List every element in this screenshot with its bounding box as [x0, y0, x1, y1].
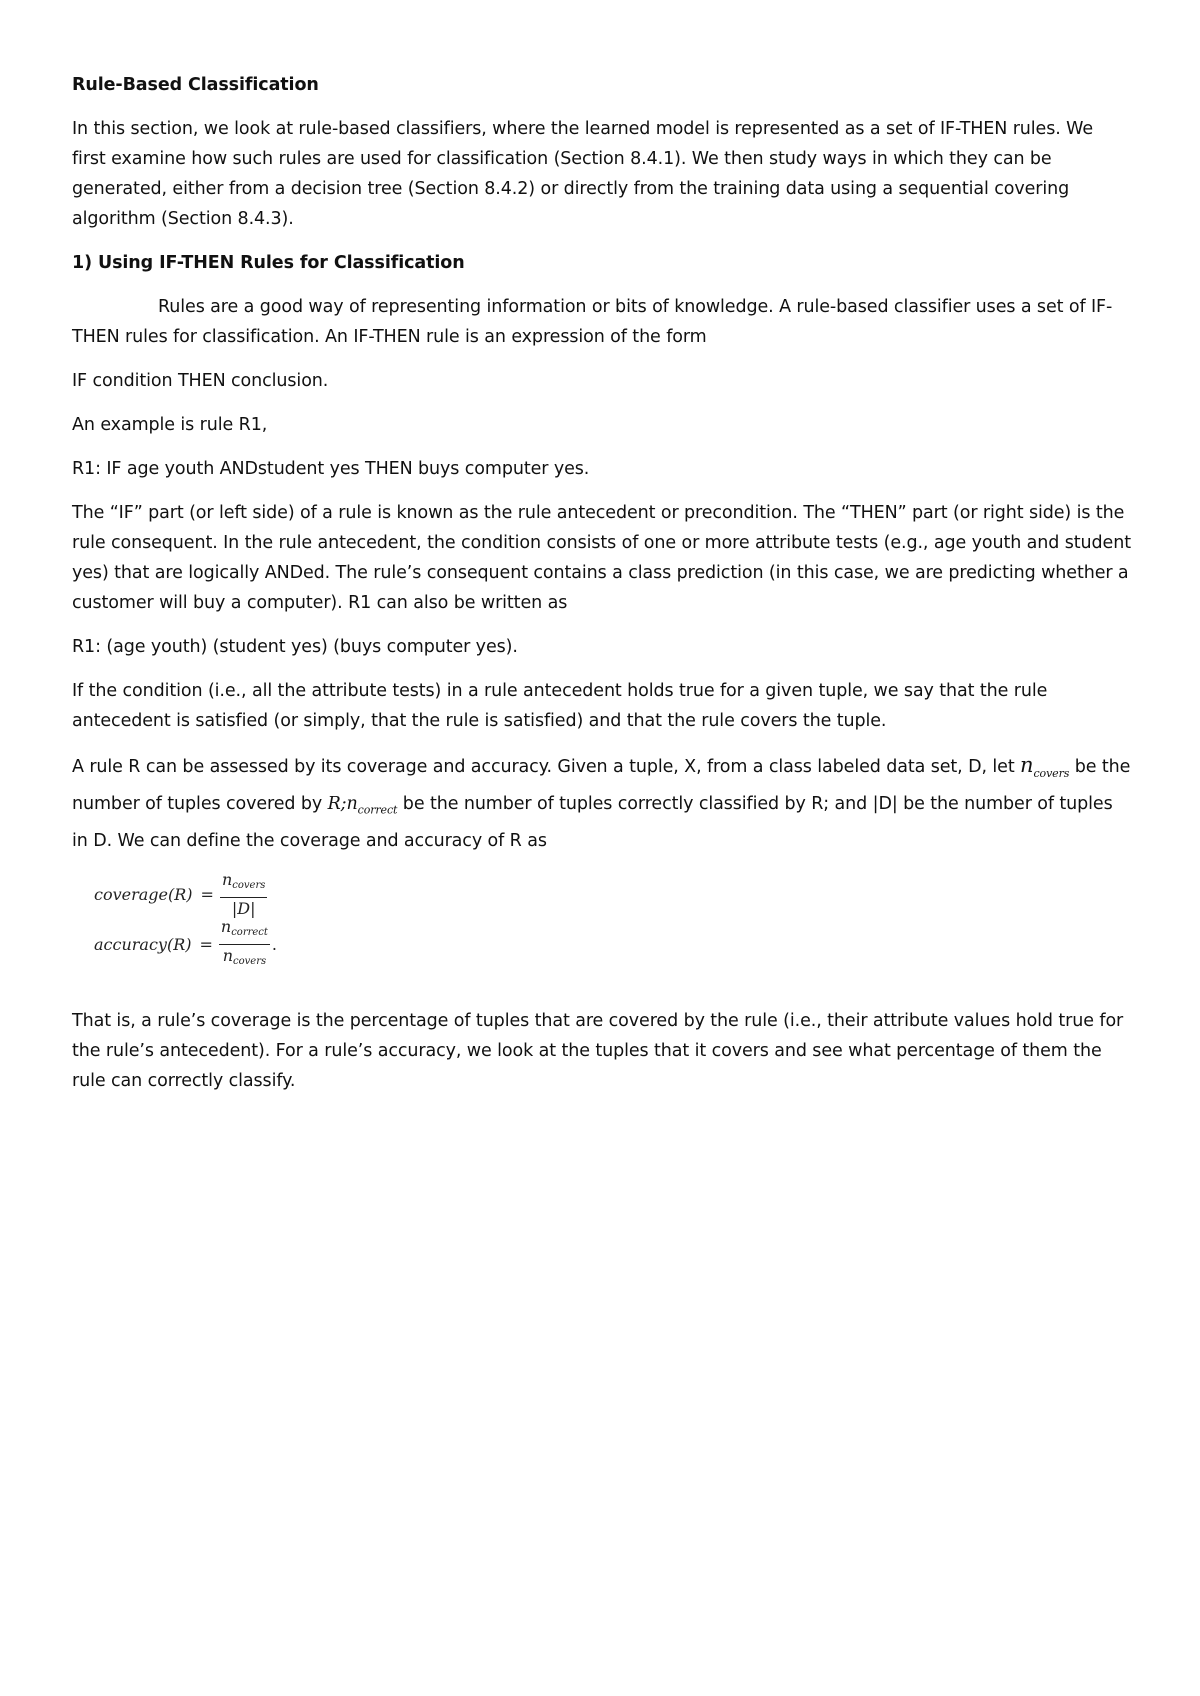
- document-title: Rule-Based Classification: [72, 75, 319, 95]
- intro-paragraph: In this section, we look at rule-based classifiers, where the learned model is represented as a set of IF-THEN rules. We first examine how such rules are used for classification (Section 8.4.1). We then study ways in which they can be generated, either from a decision tree (Section 8.4.2) or directly from the training data using a sequential covering algorithm (Section 8.4.3).: [72, 119, 1093, 229]
- accuracy-denominator: ncovers: [222, 946, 267, 968]
- example-intro-line: An example is rule R1,: [72, 415, 268, 435]
- coverage-formula: [94, 870, 1132, 920]
- coverage-equals: =: [200, 884, 214, 904]
- accuracy-numerator: ncorrect: [219, 917, 270, 945]
- coverage-denominator: |D|: [231, 899, 256, 919]
- assessment-text-part1: A rule R can be assessed by its coverage and accuracy. Given a tuple, X, from a class labeled data set, D, let: [72, 757, 1021, 777]
- n-correct-symbol: $n_{correct}$: [346, 794, 398, 817]
- formula-block: [94, 870, 1132, 970]
- section-heading-if-then: 1) Using IF-THEN Rules for Classification: [72, 253, 465, 273]
- accuracy-formula: [94, 917, 1132, 970]
- rule-r1-line: R1: IF age youth ANDstudent yes THEN buys computer yes.: [72, 459, 590, 479]
- coverage-lhs: coverage(R): [94, 884, 193, 904]
- closing-paragraph: That is, a rule’s coverage is the percentage of tuples that are covered by the rule (i.e., their attribute values hold true for the rule’s antecedent). For a rule’s accuracy, we look at the tuples that it covers and see what percentage of them the rule can correctly classify.: [72, 1010, 1124, 1091]
- condition-paragraph: If the condition (i.e., all the attribute tests) in a rule antecedent holds true for a given tuple, we say that the rule antecedent is satisfied (or simply, that the rule is satisfied) and that the rule covers the tuple.: [72, 681, 1048, 731]
- accuracy-period: .: [271, 934, 278, 954]
- accuracy-lhs: accuracy(R): [94, 934, 192, 954]
- antecedent-paragraph: The “IF” part (or left side) of a rule is known as the rule antecedent or precondition. The “THEN” part (or right side) is the rule consequent. In the rule antecedent, the condition consists of one or more attribute tests (e.g., age youth and student yes) that are logically ANDed. The rule’s consequent contains a class prediction (in this case, we are predicting whether a customer will buy a computer). R1 can also be written as: [72, 503, 1131, 613]
- rules-paragraph: Rules are a good way of representing information or bits of knowledge. A rule-based classifier uses a set of IF-THEN rules for classification. An IF-THEN rule is an expression of the form: [72, 297, 1113, 347]
- accuracy-fraction: [219, 917, 270, 972]
- rule-form-line: IF condition THEN conclusion.: [72, 371, 329, 391]
- r-symbol: R;: [327, 794, 347, 815]
- rule-r1-alt-line: R1: (age youth) (student yes) (buys computer yes).: [72, 637, 518, 657]
- coverage-fraction: [220, 870, 267, 919]
- assessment-paragraph: [72, 750, 1132, 856]
- document-body: [72, 70, 1132, 1110]
- assessment-text-part3: be the number of tuples correctly classified by R; and |D| be the number of tuples in D. We can define the coverage and accuracy of R as: [72, 794, 1113, 851]
- accuracy-equals: =: [199, 934, 213, 954]
- coverage-numerator: ncovers: [220, 870, 267, 898]
- assessment-text-part2: be the number of tuples covered by: [72, 757, 1131, 815]
- n-covers-symbol: $n_{covers}$: [1020, 753, 1070, 781]
